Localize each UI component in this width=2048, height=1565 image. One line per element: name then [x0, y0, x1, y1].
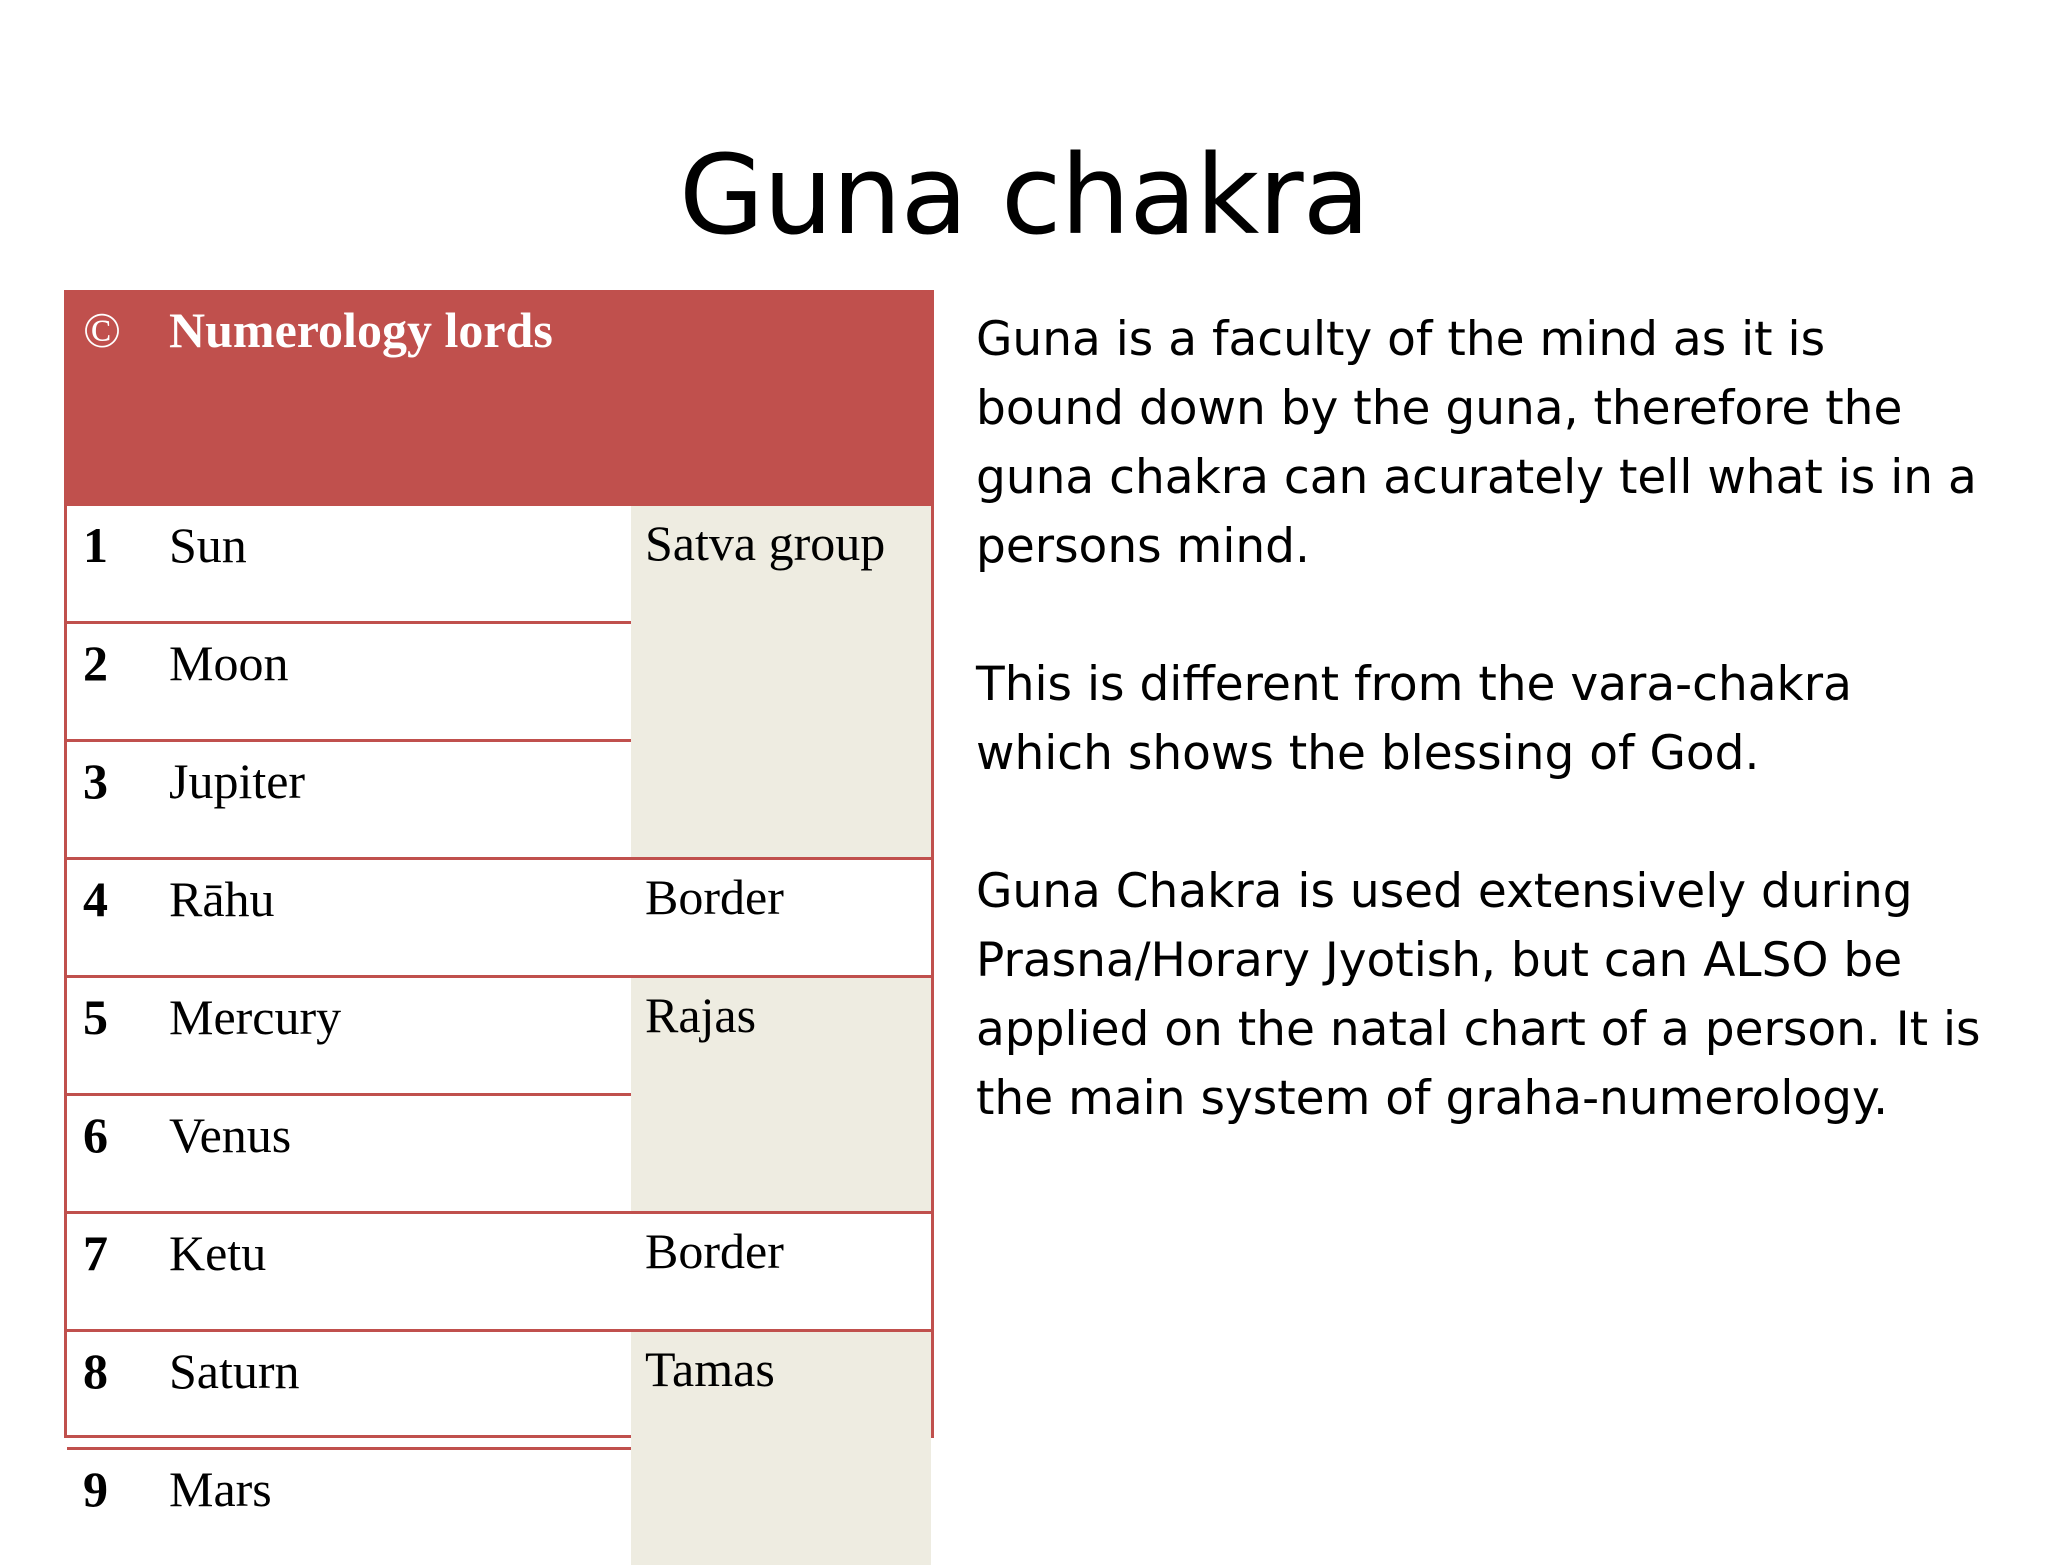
- table-row: [67, 859, 931, 977]
- row-number: 2: [67, 623, 169, 741]
- planet-name: Mars: [169, 1449, 631, 1565]
- row-number: 3: [67, 741, 169, 859]
- planet-name: Mercury: [169, 977, 631, 1095]
- table-header-row: [67, 293, 931, 505]
- group-rajas: Rajas: [631, 977, 931, 1213]
- planet-name: Ketu: [169, 1213, 631, 1331]
- row-number: 4: [67, 859, 169, 977]
- table-header-title: Numerology lords: [169, 293, 931, 505]
- planet-name: Saturn: [169, 1331, 631, 1449]
- table-row: [67, 1331, 931, 1449]
- paragraph: This is different from the vara-chakra which shows the blessing of God.: [976, 650, 1986, 788]
- row-number: 6: [67, 1095, 169, 1213]
- numerology-table: [64, 290, 934, 1438]
- copyright-symbol: ©: [67, 293, 169, 505]
- body-text: [976, 305, 1986, 1202]
- table-row: [67, 1213, 931, 1331]
- row-number: 5: [67, 977, 169, 1095]
- row-number: 7: [67, 1213, 169, 1331]
- planet-name: Jupiter: [169, 741, 631, 859]
- paragraph: Guna Chakra is used extensively during Prasna/Horary Jyotish, but can ALSO be applied on the natal chart of a person. It is the main system of graha-numerology.: [976, 857, 1986, 1133]
- group-border: Border: [631, 859, 931, 977]
- paragraph: Guna is a faculty of the mind as it is bound down by the guna, therefore the guna chakra can acurately tell what is in a persons mind.: [976, 305, 1986, 581]
- planet-name: Moon: [169, 623, 631, 741]
- row-number: 9: [67, 1449, 169, 1565]
- planet-name: Sun: [169, 505, 631, 623]
- group-border: Border: [631, 1213, 931, 1331]
- slide-title: Guna chakra: [0, 130, 2048, 260]
- numerology-lords-table: [67, 293, 931, 1565]
- group-satva: Satva group: [631, 505, 931, 859]
- planet-name: Venus: [169, 1095, 631, 1213]
- table-row: [67, 977, 931, 1095]
- group-tamas: Tamas: [631, 1331, 931, 1565]
- row-number: 8: [67, 1331, 169, 1449]
- row-number: 1: [67, 505, 169, 623]
- table-row: [67, 505, 931, 623]
- planet-name: Rāhu: [169, 859, 631, 977]
